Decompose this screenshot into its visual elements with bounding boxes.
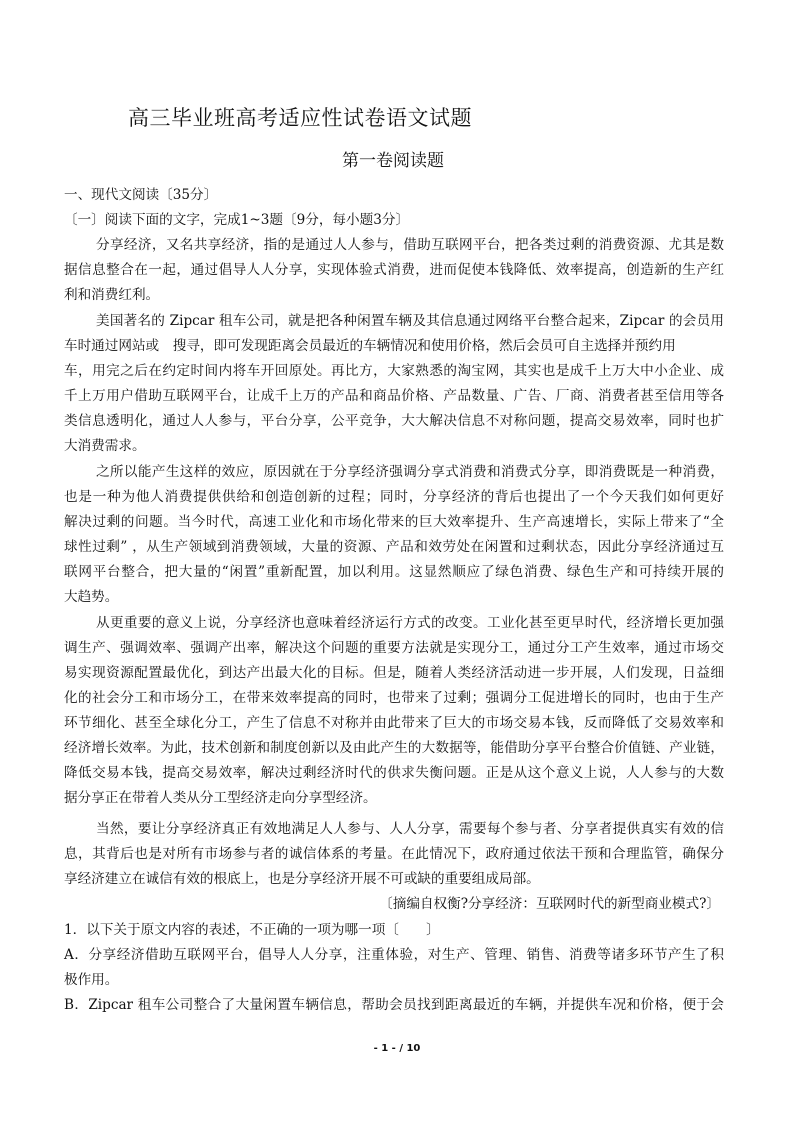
option-a: A．分享经济借助互联网平台，倡导人人分享，注重体验，对生产、管理、销售、消费等诸多环节产生了积: [64, 947, 724, 963]
paragraph-line: 利和消费红利。: [64, 287, 160, 303]
paragraph-line: 车，用完之后在约定时间内将车开回原处。再比方，大家熟悉的淘宝网，其实也是成千上万大中小企业、成: [64, 363, 724, 379]
paragraph-line: 环节细化、甚至全球化分工，产生了信息不对称并由此带来了巨大的市场交易本钱，反而降低了交易效率和: [64, 715, 724, 731]
paragraph-line: 之所以能产生这样的效应，原因就在于分享经济强调分享式消费和消费式分享，即消费既是一种消费，: [96, 464, 724, 480]
section-heading: 一、现代文阅读〔35分〕: [64, 187, 218, 203]
paragraph-line: 大趋势。: [64, 589, 119, 605]
paragraph-line: 千上万用户借助互联网平台，让成千上万的产品和商品价格、产品数量、广告、厂商、消费者甚至信用等各: [64, 388, 724, 404]
page-title: 高三毕业班高考适应性试卷语文试题: [128, 106, 472, 130]
paragraph-line: 分享经济，又名共享经济，指的是通过人人参与，借助互联网平台，把各类过剩的消费资源、尤其是数: [96, 237, 724, 253]
source-citation: 〔摘编自权衡?分享经济：互联网时代的新型商业模式?〕: [379, 896, 720, 912]
paragraph-line: 调生产、强调效率、强调产出率，解决这个问题的重要方法就是实现分工，通过分工产生效率，通过市场交: [64, 640, 724, 656]
paragraph-line: 化的社会分工和市场分工，在带来效率提高的同时，也带来了过剩；强调分工促进增长的同时，也由于生产: [64, 690, 724, 706]
paragraph-line: 从更重要的意义上说，分享经济也意味着经济运行方式的改变。工业化甚至更早时代，经济增长更加强: [96, 615, 724, 631]
page-subtitle: 第一卷阅读题: [342, 151, 444, 171]
page-number: - 1 - / 10: [373, 1043, 421, 1054]
option-b: B．Zipcar 租车公司整合了大量闲置车辆信息，帮助会员找到距离最近的车辆，并提供车况和价格，便于会: [64, 997, 724, 1013]
paragraph-line: 享经济建立在诚信有效的根底上，也是分享经济开展不可或缺的重要组成局部。: [64, 871, 540, 887]
paragraph-line: 当然，要让分享经济真正有效地满足人人参与、人人分享，需要每个参与者、分享者提供真实有效的信: [96, 821, 724, 837]
paragraph-line: 球性过剩” ，从生产领域到消费领域，大量的资源、产品和效劳处在闲置和过剩状态，因此分享经济通过互: [64, 539, 724, 555]
paragraph-line: 易实现资源配置最优化，到达产出最大化的目标。但是，随着人类经济活动进一步开展，人们发现，日益细: [64, 665, 724, 681]
paragraph-line: 经济增长效率。为此，技术创新和制度创新以及由此产生的大数据等，能借助分享平台整合价值链、产业链，: [64, 740, 724, 756]
option-a-continued: 极作用。: [64, 972, 119, 988]
paragraph-line: 美国著名的 Zipcar 租车公司，就是把各种闲置车辆及其信息通过网络平台整合起来，Zipcar 的会员用: [96, 313, 724, 329]
paragraph-line: 联网平台整合，把大量的“闲置”重新配置，加以利用。这显然顺应了绿色消费、绿色生产和可持续开展的: [64, 564, 724, 580]
question-stem: 1．以下关于原文内容的表述，不正确的一项为哪一项〔 〕: [64, 922, 440, 938]
paragraph-line: 息，其背后也是对所有市场参与者的诚信体系的考量。在此情况下，政府通过依法干预和合理监管，确保分: [64, 846, 724, 862]
paragraph-line: 据信息整合在一起，通过倡导人人分享，实现体验式消费，进而促使本钱降低、效率提高，创造新的生产红: [64, 262, 724, 278]
paragraph-line: 大消费需求。: [64, 438, 146, 454]
paragraph-line: 也是一种为他人消费提供供给和创造创新的过程；同时，分享经济的背后也提出了一个今天我们如何更好: [64, 489, 724, 505]
paragraph-line: 据分享正在带着人类从分工型经济走向分享型经济。: [64, 790, 377, 806]
paragraph-line: 类信息透明化，通过人人参与，平台分享，公平竞争，大大解决信息不对称问题，提高交易效率，同时也扩: [64, 413, 724, 429]
paragraph-line: 降低交易本钱，提高交易效率，解决过剩经济时代的供求失衡问题。正是从这个意义上说，人人参与的大数: [64, 765, 724, 781]
paragraph-line: 车时通过网站或 搜寻，即可发现距离会员最近的车辆情况和使用价格，然后会员可自主选择并预约用: [64, 338, 676, 354]
sub-section-heading: 〔一〕阅读下面的文字，完成1~3题〔9分，每小题3分〕: [64, 212, 410, 228]
paragraph-line: 解决过剩的问题。当今时代，高速工业化和市场化带来的巨大效率提升、生产高速增长，实际上带来了“全: [64, 514, 724, 530]
